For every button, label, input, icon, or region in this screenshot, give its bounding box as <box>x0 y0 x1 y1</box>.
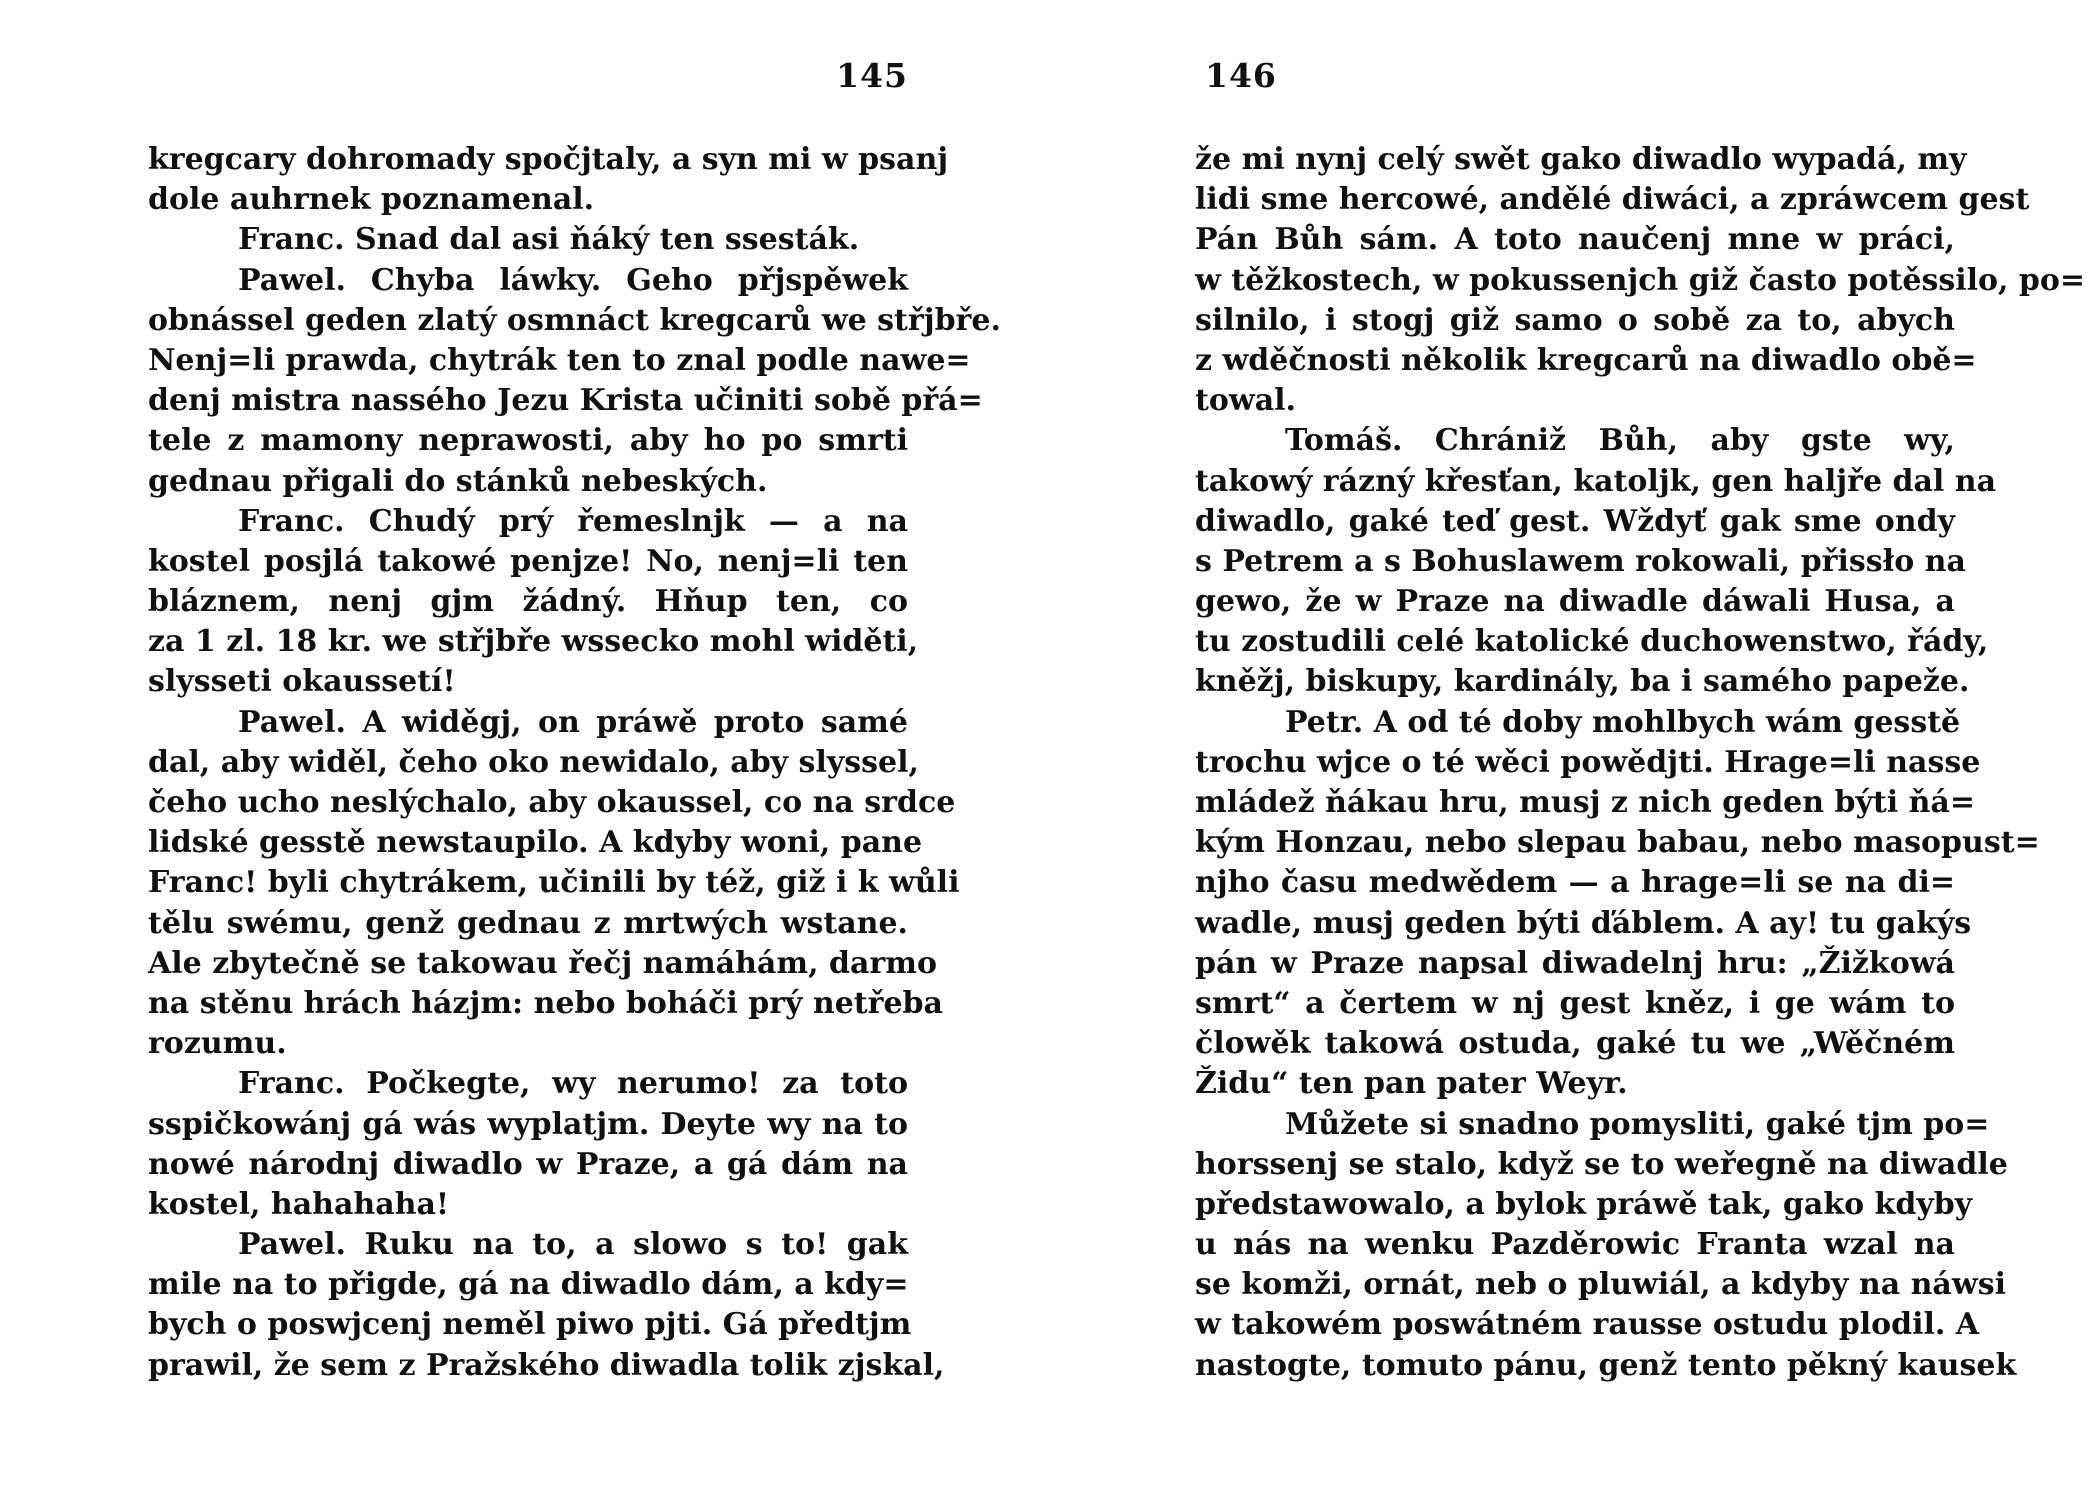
text-line: tělu swému, genž gednau z mrtwých wstane. <box>148 905 908 941</box>
text-line: takowý rázný křesťan, katoljk, gen haljře dal na <box>1195 463 1997 499</box>
text-line: diwadlo, gaké teď gest. Wždyť gak sme ondy <box>1195 503 1955 539</box>
text-line: dal, aby widěl, čeho oko newidalo, aby slyssel, <box>148 744 919 780</box>
text-line: Pawel. A widěgj, on práwě proto samé <box>238 704 908 740</box>
text-line: w takowém poswátném rausse ostudu plodil. A <box>1195 1307 1980 1343</box>
text-line: njho času medwědem — a hrage=li se na di= <box>1195 865 1955 901</box>
text-line: tele z mamony neprawosti, aby ho po smrti <box>148 423 908 459</box>
text-line: denj mistra nassého Jezu Krista učiniti sobě přá= <box>148 383 983 419</box>
text-line: wadle, musj geden býti ďáblem. A ay! tu gakýs <box>1195 905 1972 941</box>
page-text <box>1195 140 2086 1386</box>
text-line: towal. <box>1195 383 1296 419</box>
text-line: Pawel. Chyba láwky. Geho přjspěwek <box>238 262 908 298</box>
text-line: Můžete si snadno pomysliti, gaké tjm po= <box>1285 1106 1990 1142</box>
text-line: Ale zbytečně se takowau řečj namáhám, darmo <box>148 945 937 981</box>
text-line: Nenj=li prawda, chytrák ten to znal podle nawe= <box>148 342 971 378</box>
page-number: 145 <box>836 56 908 95</box>
text-line: Židu“ ten pan pater Weyr. <box>1195 1066 1628 1102</box>
text-line: Franc. Chudý prý řemeslnjk — a na <box>238 503 908 539</box>
text-line: z wděčnosti několik kregcarů na diwadlo obě= <box>1195 342 1977 378</box>
text-line: dole auhrnek poznamenal. <box>148 182 595 218</box>
text-line: na stěnu hrách házjm: nebo boháči prý netřeba <box>148 985 943 1021</box>
text-line: pán w Praze napsal diwadelnj hru: „Žižkowá <box>1195 945 1955 981</box>
text-line: rozumu. <box>148 1026 287 1062</box>
text-line: slysseti okaussetí! <box>148 664 456 700</box>
text-line: kostel, hahahaha! <box>148 1186 450 1222</box>
text-line: tu zostudili celé katolické duchowenstwo, řády, <box>1195 624 1989 660</box>
text-line: za 1 zl. 18 kr. we střjbře wssecko mohl widěti, <box>148 624 919 660</box>
left-page <box>148 0 1001 1500</box>
text-line: lidské gesstě newstaupilo. A kdyby woni, pane <box>148 825 923 861</box>
text-line: kněžj, biskupy, kardinály, ba i samého papeže. <box>1195 664 1970 700</box>
text-line: Pawel. Ruku na to, a slowo s to! gak <box>238 1227 908 1263</box>
text-line: bych o poswjcenj neměl piwo pjti. Gá předtjm <box>148 1307 912 1343</box>
text-line: s Petrem a s Bohuslawem rokowali, přissło na <box>1195 543 1966 579</box>
text-line: předstawowalo, a bylok práwě tak, gako kdyby <box>1195 1186 1973 1222</box>
text-line: smrt“ a čertem w nj gest kněz, i ge wám to <box>1195 985 1955 1021</box>
page-number: 146 <box>1205 56 1277 95</box>
page-text <box>148 140 1001 1386</box>
text-line: se komži, ornát, neb o pluwiál, a kdyby na náwsi <box>1195 1267 2006 1303</box>
text-line: člowěk takowá ostuda, gaké tu we „Wěčném <box>1195 1026 1955 1062</box>
text-line: kregcary dohromady spočjtaly, a syn mi w psanj <box>148 142 949 177</box>
text-line: gednau přigali do stánků nebeských. <box>148 463 768 499</box>
text-line: obnássel geden zlatý osmnáct kregcarů we střjbře. <box>148 302 1001 338</box>
text-line: Franc. Snad dal asi ňáký ten ssesták. <box>238 222 860 258</box>
right-page <box>1195 0 2086 1500</box>
text-line: kostel posjlá takowé penjze! No, nenj=li ten <box>148 543 908 579</box>
text-line: silnilo, i stogj giž samo o sobě za to, abych <box>1195 302 1955 338</box>
text-line: trochu wjce o té wěci powědjti. Hrage=li nasse <box>1195 744 1981 780</box>
text-line: u nás na wenku Pazděrowic Franta wzal na <box>1195 1227 1955 1263</box>
text-line: Franc. Počkegte, wy nerumo! za toto <box>238 1066 908 1102</box>
text-line: bláznem, nenj gjm žádný. Hňup ten, co <box>148 584 908 620</box>
text-line: nastogte, tomuto pánu, genž tento pěkný kausek <box>1195 1347 2017 1383</box>
text-line: gewo, že w Praze na diwadle dáwali Husa, a <box>1195 584 1955 620</box>
text-line: sspičkowánj gá wás wyplatjm. Deyte wy na to <box>148 1106 908 1142</box>
text-line: prawil, že sem z Pražského diwadla tolik zjskal, <box>148 1347 945 1383</box>
text-line: nowé národnj diwadlo w Praze, a gá dám na <box>148 1146 908 1182</box>
text-line: kým Honzau, nebo slepau babau, nebo masopust= <box>1195 825 2040 861</box>
text-line: w těžkostech, w pokussenjch giž často potěssilo, po= <box>1195 262 2086 298</box>
text-line: Petr. A od té doby mohlbych wám gesstě <box>1285 704 1961 740</box>
text-line: horssenj se stalo, když se to weřegně na diwadle <box>1195 1146 2008 1182</box>
text-line: Tomáš. Chrániž Bůh, aby gste wy, <box>1285 423 1955 459</box>
text-line: Pán Bůh sám. A toto naučenj mne w práci, <box>1195 222 1955 258</box>
text-line: Franc! byli chytrákem, učinili by též, giž i k wůli <box>148 865 960 901</box>
text-line: čeho ucho neslýchalo, aby okaussel, co na srdce <box>148 785 956 820</box>
text-line: mládež ňákau hru, musj z nich geden býti ňá= <box>1195 785 1975 820</box>
text-line: lidi sme hercowé, andělé diwáci, a zpráwcem gest <box>1195 182 2030 218</box>
text-line: že mi nynj celý swět gako diwadlo wypadá, my <box>1195 142 1967 177</box>
text-line: mile na to přigde, gá na diwadlo dám, a kdy= <box>148 1267 909 1303</box>
